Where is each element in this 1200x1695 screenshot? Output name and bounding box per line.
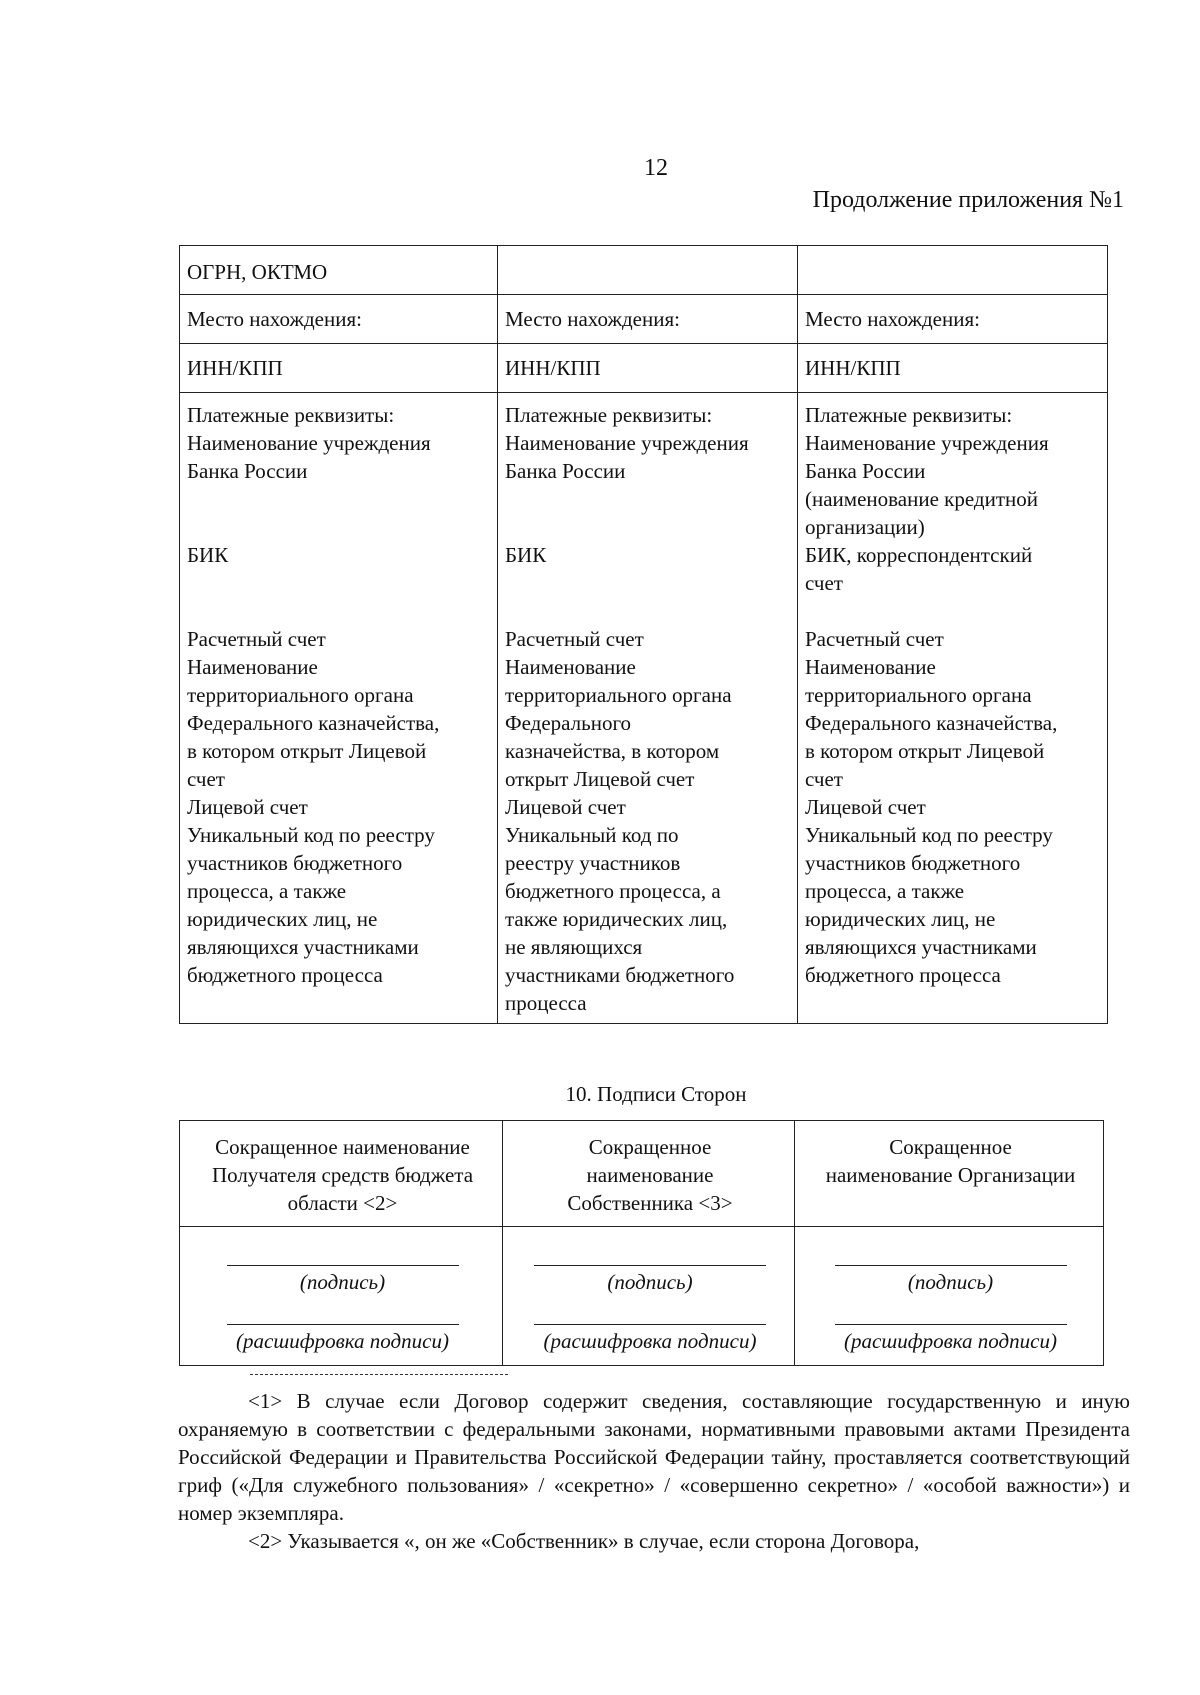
account-line: не являющихся bbox=[505, 935, 643, 959]
signature-line[interactable] bbox=[227, 1247, 459, 1266]
account-line: участников бюджетного bbox=[187, 851, 403, 875]
account-line: участниками бюджетного bbox=[505, 963, 735, 987]
footnote-1: <1> В случае если Договор содержит сведения, составляющие государственную и иную охраняемую в соответствии с федеральными законами, нормативными правовыми актами Президента Российской Федерации и Правительства Российской Федерации тайну, проставляется соответствующий гриф («Для служебного пользования» / «секретно» / «совершенно секретно» / «особой важности») и номер экземпляра. bbox=[178, 1389, 1130, 1525]
header-line: области <2> bbox=[287, 1191, 398, 1215]
inn-kpp-cell-3: ИНН/КПП bbox=[798, 344, 1108, 393]
payment-line: Платежные реквизиты: bbox=[187, 403, 395, 427]
payment-line: организации) bbox=[805, 515, 925, 539]
footnote-2: <2> Указывается «, он же «Собственник» в случае, если сторона Договора, bbox=[248, 1529, 920, 1553]
payment-line: Платежные реквизиты: bbox=[805, 403, 1013, 427]
account-line: Расчетный счет bbox=[805, 627, 944, 651]
footnote-separator bbox=[250, 1374, 508, 1375]
payment-details-cell-2 bbox=[498, 393, 798, 1024]
bik-label: счет bbox=[805, 571, 843, 595]
account-line: юридических лиц, не bbox=[187, 907, 378, 931]
account-line: Расчетный счет bbox=[187, 627, 326, 651]
account-line: являющихся участниками bbox=[805, 935, 1037, 959]
account-line: Лицевой счет bbox=[187, 795, 308, 819]
header-line: наименование Организации bbox=[825, 1163, 1076, 1187]
account-line: Федерального казначейства, bbox=[187, 711, 440, 735]
appendix-continuation-label: Продолжение приложения №1 bbox=[812, 187, 1124, 213]
requisites-table bbox=[179, 245, 1108, 1024]
owner-signature-cell bbox=[503, 1227, 795, 1366]
organization-signature-cell bbox=[795, 1227, 1104, 1366]
account-line: Уникальный код по реестру bbox=[187, 823, 435, 847]
account-line: Расчетный счет bbox=[505, 627, 644, 651]
header-line: Сокращенное bbox=[889, 1135, 1012, 1159]
transcript-line[interactable] bbox=[835, 1306, 1067, 1325]
payment-details-cell-1 bbox=[180, 393, 498, 1024]
account-line: Федерального bbox=[505, 711, 632, 735]
owner-name-header bbox=[503, 1121, 795, 1227]
account-line: бюджетного процесса bbox=[187, 963, 383, 987]
location-cell-1: Место нахождения: bbox=[180, 295, 498, 344]
payment-line: Наименование учреждения bbox=[805, 431, 1049, 455]
account-line: территориального органа bbox=[187, 683, 414, 707]
inn-kpp-cell-2: ИНН/КПП bbox=[498, 344, 798, 393]
transcript-caption: (расшифровка подписи) bbox=[844, 1329, 1057, 1353]
inn-kpp-cell-1: ИНН/КПП bbox=[180, 344, 498, 393]
organization-name-header bbox=[795, 1121, 1104, 1227]
bik-label: БИК bbox=[505, 543, 547, 567]
account-line: Наименование bbox=[505, 655, 636, 679]
requisites-row-inn bbox=[180, 344, 1108, 393]
account-line: счет bbox=[805, 767, 843, 791]
header-line: Собственника <3> bbox=[567, 1191, 733, 1215]
account-line: счет bbox=[187, 767, 225, 791]
recipient-name-header bbox=[180, 1121, 503, 1227]
account-line: процесса, а также bbox=[805, 879, 965, 903]
payment-line: (наименование кредитной bbox=[805, 487, 1038, 511]
transcript-line[interactable] bbox=[227, 1306, 459, 1325]
account-line: Лицевой счет bbox=[805, 795, 926, 819]
header-line: Сокращенное bbox=[588, 1135, 712, 1159]
transcript-caption: (расшифровка подписи) bbox=[236, 1329, 449, 1353]
signature-caption: (подпись) bbox=[607, 1270, 693, 1294]
account-line: юридических лиц, не bbox=[805, 907, 996, 931]
ogrn-oktmo-cell-3 bbox=[798, 246, 1108, 295]
account-line: также юридических лиц, bbox=[505, 907, 728, 931]
account-line: Наименование bbox=[187, 655, 318, 679]
account-line: Наименование bbox=[805, 655, 936, 679]
transcript-line[interactable] bbox=[534, 1306, 766, 1325]
payment-details-cell-3 bbox=[798, 393, 1108, 1024]
signature-caption: (подпись) bbox=[907, 1270, 994, 1294]
header-line: Сокращенное наименование bbox=[215, 1135, 470, 1159]
account-line: Уникальный код по реестру bbox=[805, 823, 1053, 847]
account-line: процесса bbox=[505, 991, 587, 1015]
signatures-body-row bbox=[180, 1227, 1104, 1366]
bik-label: БИК, корреспондентский bbox=[805, 543, 1033, 567]
signature-caption: (подпись) bbox=[299, 1270, 386, 1294]
account-line: процесса, а также bbox=[187, 879, 347, 903]
location-cell-2: Место нахождения: bbox=[498, 295, 798, 344]
header-line: Получателя средств бюджета bbox=[211, 1163, 474, 1187]
account-line: в котором открыт Лицевой bbox=[805, 739, 1045, 763]
account-line: участников бюджетного bbox=[805, 851, 1021, 875]
account-line: территориального органа bbox=[805, 683, 1032, 707]
location-cell-3: Место нахождения: bbox=[798, 295, 1108, 344]
requisites-row-location bbox=[180, 295, 1108, 344]
payment-line: Платежные реквизиты: bbox=[505, 403, 713, 427]
account-line: бюджетного процесса bbox=[805, 963, 1001, 987]
page-number: 12 bbox=[644, 155, 668, 181]
account-line: Федерального казначейства, bbox=[805, 711, 1058, 735]
account-line: реестру участников bbox=[505, 851, 681, 875]
ogrn-oktmo-cell-2 bbox=[498, 246, 798, 295]
account-line: в котором открыт Лицевой bbox=[187, 739, 427, 763]
signatures-section-title: 10. Подписи Сторон bbox=[565, 1082, 747, 1106]
account-line: Уникальный код по bbox=[505, 823, 679, 847]
footnotes bbox=[178, 1387, 1130, 1555]
payment-line: Наименование учреждения bbox=[505, 431, 749, 455]
account-line: бюджетного процесса, а bbox=[505, 879, 721, 903]
signatures-header-row bbox=[180, 1121, 1104, 1227]
signature-line[interactable] bbox=[534, 1247, 766, 1266]
header-line: наименование bbox=[586, 1163, 714, 1187]
payment-line: Наименование учреждения bbox=[187, 431, 431, 455]
payment-line: Банка России bbox=[187, 459, 308, 483]
account-line: территориального органа bbox=[505, 683, 732, 707]
payment-line: Банка России bbox=[805, 459, 926, 483]
recipient-signature-cell bbox=[180, 1227, 503, 1366]
signature-line[interactable] bbox=[835, 1247, 1067, 1266]
signatures-table bbox=[179, 1120, 1104, 1366]
transcript-caption: (расшифровка подписи) bbox=[543, 1329, 757, 1353]
account-line: являющихся участниками bbox=[187, 935, 419, 959]
payment-line: Банка России bbox=[505, 459, 626, 483]
account-line: казначейства, в котором bbox=[505, 739, 720, 763]
ogrn-oktmo-cell: ОГРН, ОКТМО bbox=[180, 246, 498, 295]
bik-label: БИК bbox=[187, 543, 229, 567]
account-line: открыт Лицевой счет bbox=[505, 767, 695, 791]
account-line: Лицевой счет bbox=[505, 795, 626, 819]
requisites-row-ogrn bbox=[180, 246, 1108, 295]
requisites-row-payment bbox=[180, 393, 1108, 1024]
